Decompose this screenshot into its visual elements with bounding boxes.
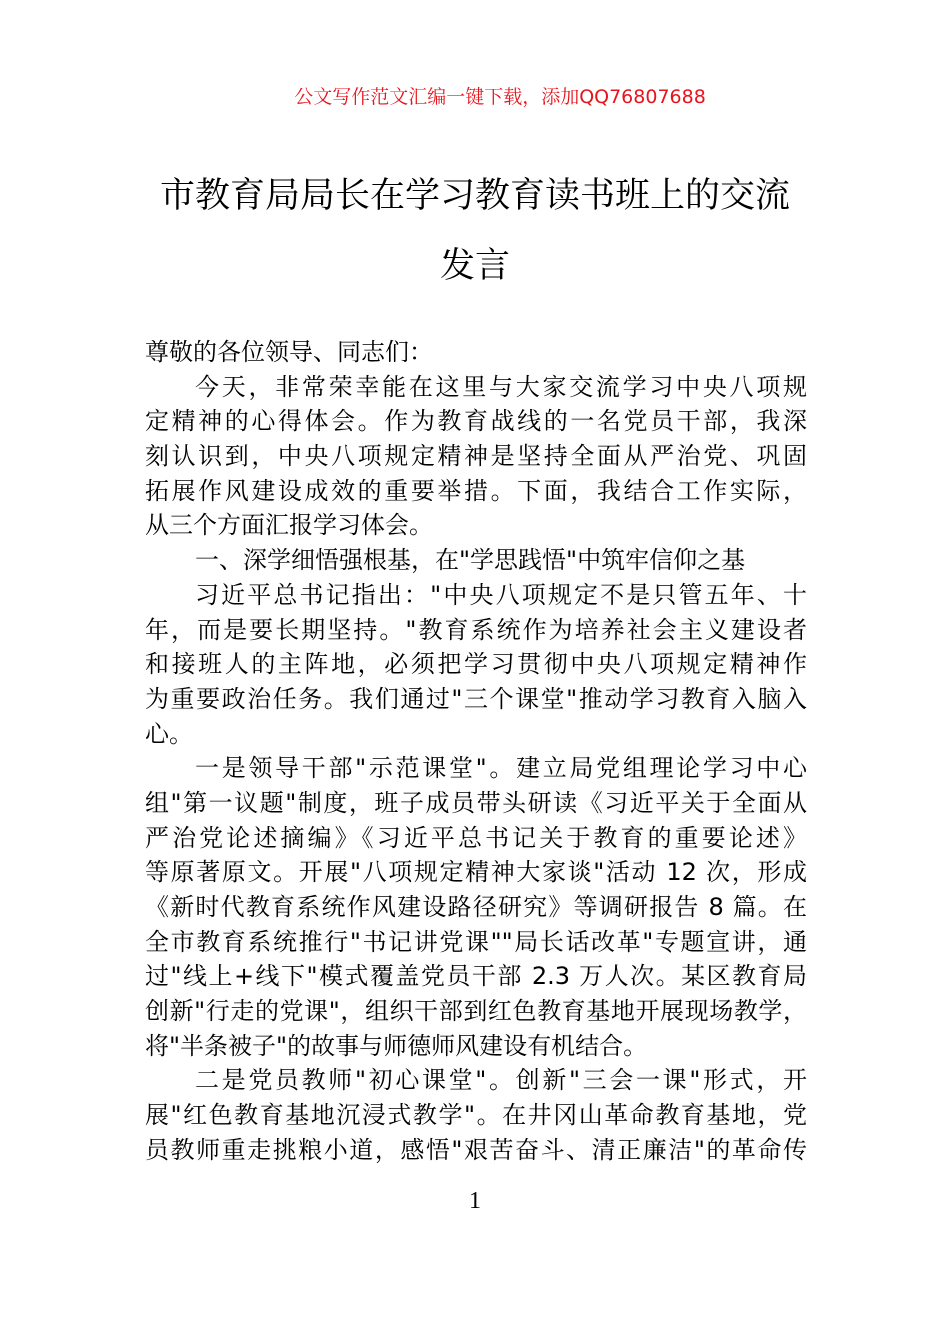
text-line: 今天，非常荣幸能在这里与大家交流学习中央八项规 — [195, 372, 807, 401]
text-line: 拓展作风建设成效的重要举措。下面，我结合工作实际， — [145, 476, 807, 505]
text-line: 一、深学细悟强根基，在"学思践悟"中筑牢信仰之基 — [195, 546, 746, 575]
text-line: 员教师重走挑粮小道，感悟"艰苦奋斗、清正廉洁"的革命传 — [145, 1135, 807, 1164]
paragraph — [145, 751, 807, 1063]
text-line: 一是领导干部"示范课堂"。建立局党组理论学习中心 — [195, 754, 807, 783]
text-line: 刻认识到，中央八项规定精神是坚持全面从严治党、巩固 — [145, 442, 807, 471]
text-line: 组"第一议题"制度，班子成员带头研读《习近平关于全面从 — [145, 788, 807, 817]
document-title-line-1: 市教育局局长在学习教育读书班上的交流 — [159, 176, 790, 216]
paragraph — [145, 1063, 807, 1167]
text-line: 习近平总书记指出："中央八项规定不是只管五年、十 — [195, 580, 807, 609]
text-line: 二是党员教师"初心课堂"。创新"三会一课"形式，开 — [195, 1066, 807, 1095]
text-line: 为重要政治任务。我们通过"三个课堂"推动学习教育入脑入 — [145, 684, 807, 713]
paragraph — [145, 335, 807, 370]
paragraph — [145, 370, 807, 543]
paragraph — [145, 578, 807, 751]
text-line: 心。 — [145, 719, 193, 748]
text-line: 和接班人的主阵地，必须把学习贯彻中央八项规定精神作 — [145, 650, 807, 679]
text-line: 展"红色教育基地沉浸式教学"。在井冈山革命教育基地，党 — [145, 1101, 807, 1130]
text-line: 从三个方面汇报学习体会。 — [145, 511, 433, 540]
text-line: 尊敬的各位领导、同志们： — [145, 338, 433, 366]
document-body — [145, 335, 807, 1168]
text-line: 严治党论述摘编》《习近平总书记关于教育的重要论述》 — [145, 823, 807, 852]
text-line: 定精神的心得体会。作为教育战线的一名党员干部，我深 — [145, 407, 807, 436]
text-line: 《新时代教育系统作风建设路径研究》等调研报告 8 篇。在 — [145, 893, 807, 921]
download-banner: 公文写作范文汇编一键下载，添加QQ76807688 — [294, 86, 706, 108]
page-number: 1 — [469, 1188, 481, 1214]
text-line: 过"线上+线下"模式覆盖党员干部 2.3 万人次。某区教育局 — [145, 962, 807, 991]
text-line: 将"半条被子"的故事与师德师风建设有机结合。 — [145, 1031, 648, 1060]
document-title-line-2: 发言 — [439, 246, 510, 286]
text-line: 创新"行走的党课"，组织干部到红色教育基地开展现场教学， — [145, 997, 807, 1026]
text-line: 全市教育系统推行"书记讲党课""局长话改革"专题宣讲，通 — [145, 927, 807, 956]
text-line: 年，而是要长期坚持。"教育系统作为培养社会主义建设者 — [145, 615, 807, 644]
text-line: 等原著原文。开展"八项规定精神大家谈"活动 12 次，形成 — [145, 858, 807, 887]
paragraph — [145, 543, 807, 578]
